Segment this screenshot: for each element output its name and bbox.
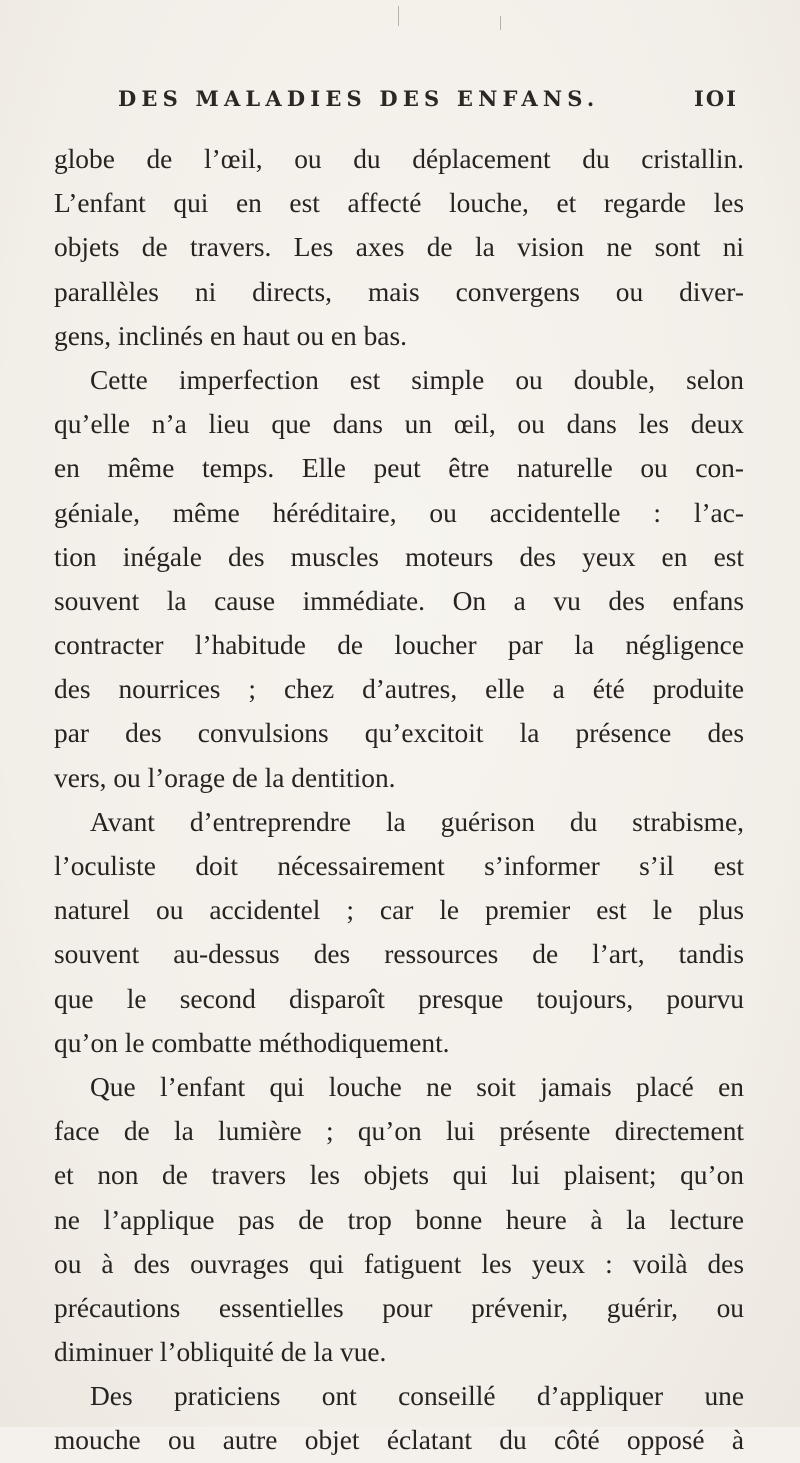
text-line: souvent la cause immédiate. On a vu des enfans [54, 585, 744, 616]
text-line: qu’elle n’a lieu que dans un œil, ou dans les deux [54, 409, 744, 440]
text-line: naturel ou accidentel ; car le premier est le plus [54, 895, 744, 926]
paper-mark [398, 6, 399, 26]
text-line: vers, ou l’orage de la dentition. [54, 762, 396, 793]
text-line: ou à des ouvrages qui fatiguent les yeux : voilà des [54, 1248, 744, 1279]
paper-mark [500, 16, 501, 30]
text-line: ne l’applique pas de trop bonne heure à la lecture [54, 1204, 744, 1235]
text-line: contracter l’habitude de loucher par la négligence [54, 630, 744, 661]
paragraph-first-line: Que l’enfant qui louche ne soit jamais placé en [90, 1071, 744, 1102]
page-header [118, 86, 738, 122]
text-line: en même temps. Elle peut être naturelle ou con- [54, 453, 744, 484]
text-line: que le second disparoît presque toujours, pourvu [54, 983, 744, 1014]
text-line: l’oculiste doit nécessairement s’informer s’il est [54, 851, 744, 881]
paragraph-first-line: Avant d’entreprendre la guérison du strabisme, [90, 806, 744, 837]
body-text [54, 137, 744, 1463]
running-head: DES MALADIES DES ENFANS. [118, 86, 600, 111]
text-line: face de la lumière ; qu’on lui présente directement [54, 1116, 744, 1147]
text-line: diminuer l’obliquité de la vue. [54, 1337, 387, 1368]
text-line: par des convulsions qu’excitoit la présence des [54, 718, 744, 749]
text-line: objets de travers. Les axes de la vision ne sont ni [54, 232, 744, 263]
text-line: parallèles ni directs, mais convergens ou diver- [54, 276, 744, 307]
text-line: précautions essentielles pour prévenir, guérir, ou [54, 1292, 744, 1323]
paragraph-first-line: Cette imperfection est simple ou double, selon [90, 364, 744, 395]
text-line: mouche ou autre objet éclatant du côté opposé à [54, 1425, 744, 1456]
page-number: IOI [694, 86, 738, 111]
text-line: qu’on le combatte méthodiquement. [54, 1027, 450, 1058]
text-line: géniale, même héréditaire, ou accidentelle : l’ac- [54, 497, 744, 528]
text-line: globe de l’œil, ou du déplacement du cristallin. [54, 144, 744, 174]
text-line: tion inégale des muscles moteurs des yeux en est [54, 541, 744, 572]
paragraph-first-line: Des praticiens ont conseillé d’appliquer une [90, 1381, 744, 1412]
text-line: souvent au-dessus des ressources de l’art, tandis [54, 939, 744, 970]
text-line: et non de travers les objets qui lui plaisent; qu’on [54, 1160, 744, 1191]
text-line: L’enfant qui en est affecté louche, et regarde les [54, 188, 744, 219]
text-line: des nourrices ; chez d’autres, elle a été produite [54, 674, 744, 705]
text-line: gens, inclinés en haut ou en bas. [54, 320, 407, 351]
